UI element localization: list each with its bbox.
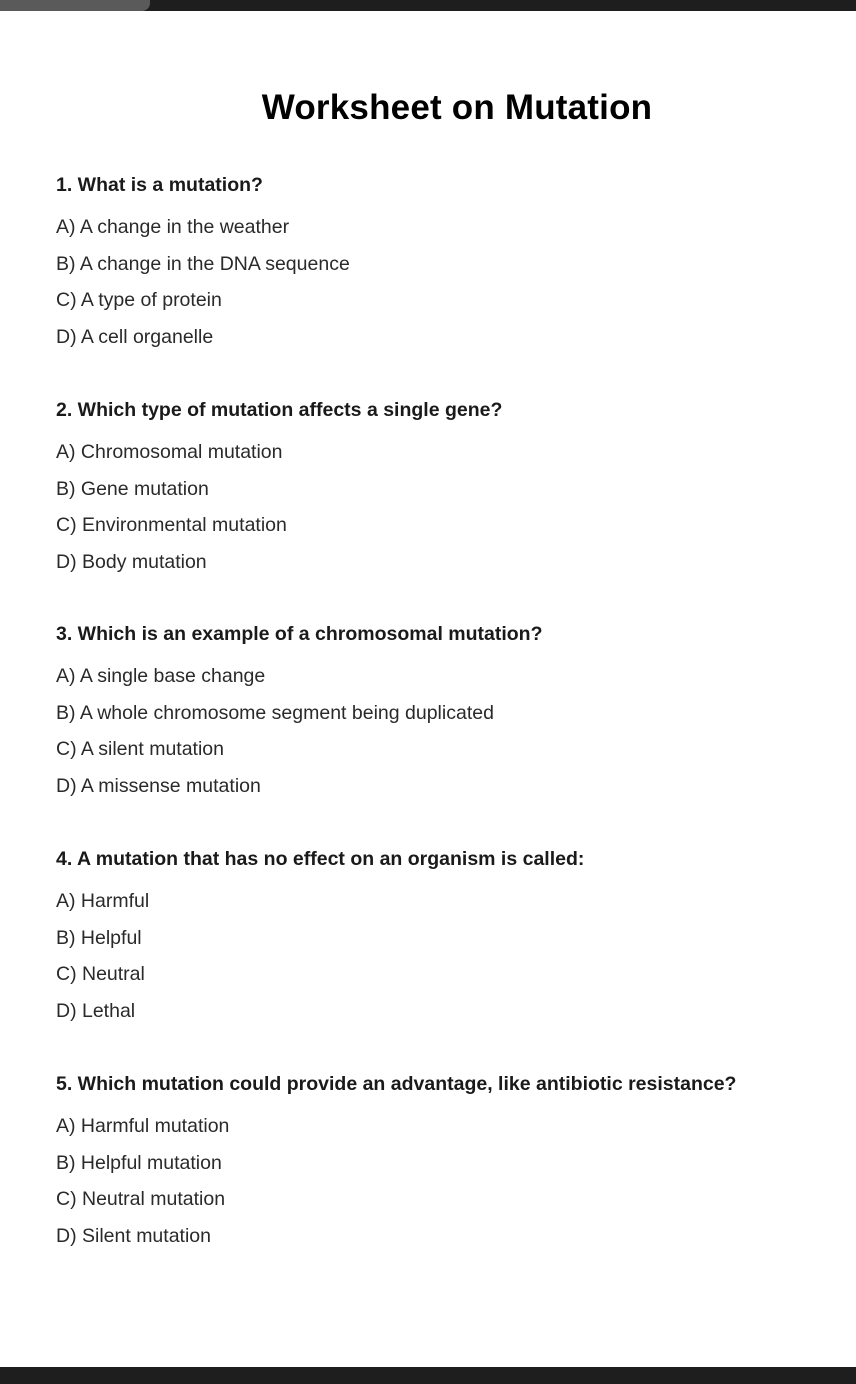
option-a: A) Harmful	[56, 890, 150, 912]
option-b: B) A whole chromosome segment being duplicated	[56, 701, 494, 724]
question-3	[56, 622, 836, 798]
option-d: D) A cell organelle	[56, 326, 214, 349]
option-d: D) Silent mutation	[56, 1225, 211, 1248]
top-tab-shade	[0, 0, 150, 11]
question-text: 5. Which mutation could provide an advantage, like antibiotic resistance?	[56, 1073, 737, 1095]
question-text: 1. What is a mutation?	[56, 174, 263, 196]
question-text: 3. Which is an example of a chromosomal mutation?	[56, 623, 543, 645]
option-b: B) Helpful	[56, 926, 142, 949]
option-b: B) Helpful mutation	[56, 1151, 222, 1174]
option-d: D) A missense mutation	[56, 775, 261, 798]
question-2	[56, 398, 836, 574]
option-c: C) Neutral mutation	[56, 1188, 226, 1211]
option-list	[56, 440, 287, 587]
option-c: C) Environmental mutation	[56, 514, 287, 537]
question-text: 2. Which type of mutation affects a single gene?	[56, 399, 503, 421]
option-list	[56, 1114, 229, 1261]
option-list	[56, 664, 494, 811]
option-b: B) A change in the DNA sequence	[56, 252, 350, 275]
option-b: B) Gene mutation	[56, 477, 209, 500]
option-a: A) Chromosomal mutation	[56, 441, 283, 463]
question-5	[56, 1072, 836, 1248]
option-list	[56, 215, 350, 362]
bottom-bar	[0, 1367, 856, 1384]
top-status-bar	[0, 0, 856, 11]
question-text: 4. A mutation that has no effect on an organism is called:	[56, 848, 585, 870]
option-list	[56, 889, 149, 1036]
option-d: D) Body mutation	[56, 551, 207, 574]
option-c: C) A silent mutation	[56, 738, 224, 761]
option-a: A) A single base change	[56, 665, 266, 687]
option-c: C) Neutral	[56, 963, 145, 986]
option-c: C) A type of protein	[56, 289, 222, 312]
question-1	[56, 173, 836, 349]
page-title: Worksheet on Mutation	[261, 88, 653, 127]
question-4	[56, 847, 836, 1023]
option-a: A) Harmful mutation	[56, 1115, 230, 1137]
option-a: A) A change in the weather	[56, 216, 290, 238]
option-d: D) Lethal	[56, 1000, 136, 1023]
